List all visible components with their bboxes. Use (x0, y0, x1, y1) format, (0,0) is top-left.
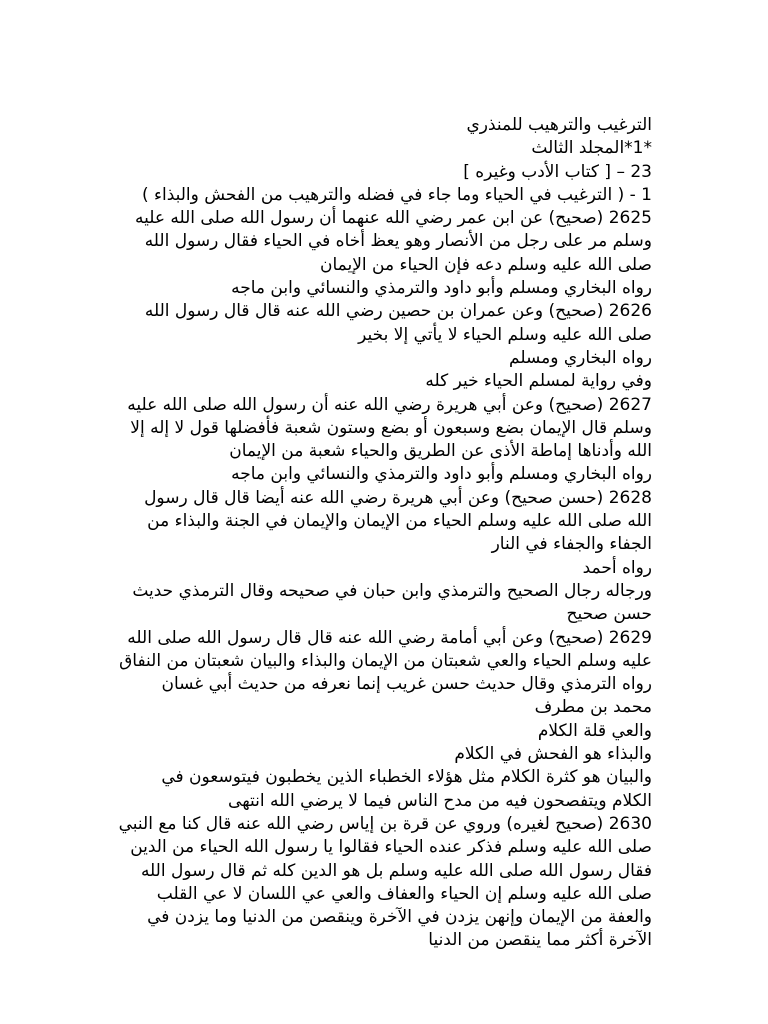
definition-line: والبذاء هو الفحش في الكلام (454, 744, 652, 765)
section-heading: 1 - ( الترغيب في الحياء وما جاء في فضله والترهيب من الفحش والبذاء ) (141, 184, 652, 205)
narration-note: رواه أحمد (582, 557, 652, 578)
hadith-2629: 2629 (صحيح) وعن أبي أمامة رضي الله عنه قال قال رسول الله صلى الله عليه وسلم الحياء والعي شعبتان من الإيمان والبذاء والبيان شعبتان من النفاق (119, 627, 652, 671)
hadith-2626: 2626 (صحيح) وعن عمران بن حصين رضي الله عنه قال قال رسول الله صلى الله عليه وسلم الحياء لا يأتي إلا بخير (144, 301, 652, 345)
hadith-2630: 2630 (صحيح لغيره) وروي عن قرة بن إياس رضي الله عنه قال كنا مع النبي صلى الله عليه وسلم فذكر عنده الحياء فقالوا يا رسول الله الحياء من الدين فقال رسول الله صلى الله عليه وسلم بل هو الدين كله ثم قال رسول الله صلى الله عليه وسلم إن الحياء والعفاف والعي عي اللسان لا عي القلب والعفة من الإيمان وإنهن يزدن في الآخرة وينقصن من الدنيا وما يزدن في الآخرة أكثر مما ينقصن من الدنيا (118, 813, 652, 951)
definition-line: والبيان هو كثرة الكلام مثل هؤلاء الخطباء الذين يخطبون فيتوسعون في الكلام ويتفصحون فيه من مدح الناس فيما لا يرضي الله انتهى (161, 767, 652, 811)
document-text (118, 114, 652, 953)
narration-note: رواه البخاري ومسلم (509, 347, 652, 368)
narration-note: رواه البخاري ومسلم وأبو داود والترمذي والنسائي وابن ماجه (231, 278, 652, 299)
hadith-2628: 2628 (حسن صحيح) وعن أبي هريرة رضي الله عنه أيضا قال قال رسول الله صلى الله عليه وسلم الحياء من الإيمان والإيمان في الجنة والبذاء من الجفاء والجفاء في النار (144, 487, 652, 555)
definition-line: والعي قلة الكلام (537, 720, 652, 741)
hadith-2625: 2625 (صحيح) عن ابن عمر رضي الله عنهما أن رسول الله صلى الله عليه وسلم مر على رجل من الأنصار وهو يعظ أخاه في الحياء فقال رسول الله صلى الله عليه وسلم دعه فإن الحياء من الإيمان (134, 208, 652, 275)
narration-note: رواه البخاري ومسلم وأبو داود والترمذي والنسائي وابن ماجه (231, 464, 652, 485)
volume-label: *1*المجلد الثالث (531, 138, 652, 159)
chapter-heading: 23 – [ كتاب الأدب وغيره ] (463, 161, 652, 182)
narration-note: ورجاله رجال الصحيح والترمذي وابن حبان في صحيحه وقال الترمذي حديث حسن صحيح (132, 580, 652, 625)
book-title: الترغيب والترهيب للمنذري (466, 115, 652, 135)
narration-note: رواه الترمذي وقال حديث حسن غريب إنما نعرفه من حديث أبي غسان محمد بن مطرف (161, 674, 652, 718)
narration-note: وفي رواية لمسلم الحياء خير كله (425, 371, 652, 392)
hadith-2627: 2627 (صحيح) وعن أبي هريرة رضي الله عنه أن رسول الله صلى الله عليه وسلم قال الإيمان بضع وسبعون أو بضع وستون شعبة فأفضلها قول لا إله إلا الله وأدناها إماطة الأذى عن الطريق والحياء شعبة من الإيمان (127, 394, 652, 462)
